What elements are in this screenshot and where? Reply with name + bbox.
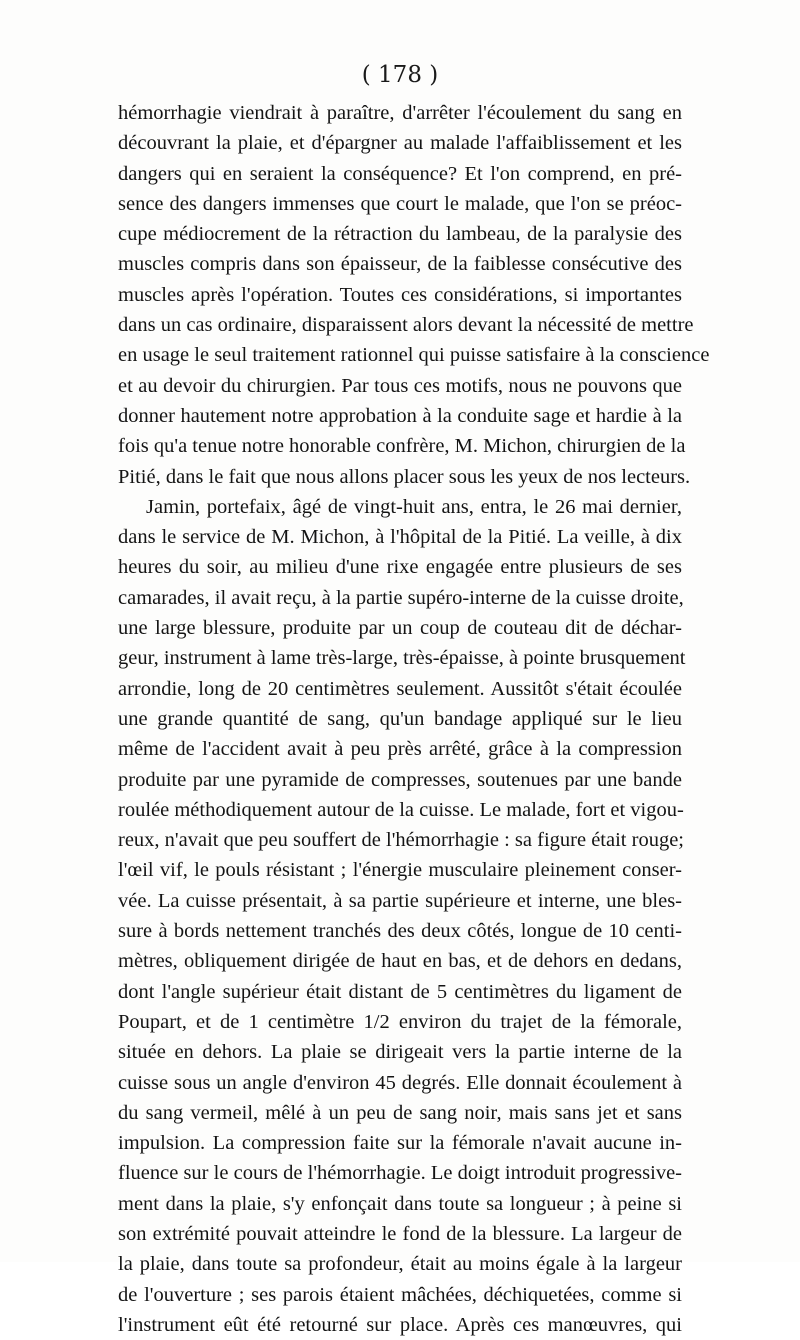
text-line: vée. La cuisse présentait, à sa partie supérieure et interne, une bles-	[118, 889, 682, 912]
text-line: sence des dangers immenses que court le malade, que l'on se préoc-	[118, 192, 682, 215]
text-line: reux, n'avait que peu souffert de l'hémorrhagie : sa figure était rouge;	[118, 829, 684, 852]
text-line: Poupart, et de 1 centimètre 1/2 environ du trajet de la fémorale,	[118, 1010, 682, 1033]
text-line: dont l'angle supérieur était distant de 5 centimètres du ligament de	[118, 980, 682, 1003]
text-line: hémorrhagie viendrait à paraître, d'arrêter l'écoulement du sang en	[118, 102, 682, 124]
text-line: fois qu'a tenue notre honorable confrère, M. Michon, chirurgien de la	[118, 435, 686, 458]
text-line: découvrant la plaie, et d'épargner au malade l'affaiblissement et les	[118, 132, 682, 155]
text-line: geur, instrument à lame très-large, très-épaisse, à pointe brusquement	[118, 647, 686, 670]
text-line: heures du soir, au milieu d'une rixe engagée entre plusieurs de ses	[118, 556, 682, 579]
paragraph-1	[118, 98, 710, 492]
text-line: donner hautement notre approbation à la conduite sage et hardie à la	[118, 404, 682, 427]
text-line: impulsion. La compression faite sur la fémorale n'avait aucune in-	[118, 1132, 682, 1155]
text-line: située en dehors. La plaie se dirigeait vers la partie interne de la	[118, 1041, 682, 1064]
text-line: dans un cas ordinaire, disparaissent alors devant la nécessité de mettre	[118, 314, 694, 337]
text-line: du sang vermeil, mêlé à un peu de sang noir, mais sans jet et sans	[118, 1101, 682, 1124]
text-line: ment dans la plaie, s'y enfonçait dans toute sa longueur ; à peine si	[118, 1192, 682, 1215]
text-line: une large blessure, produite par un coup de couteau dit de déchar-	[118, 617, 682, 640]
text-line: mètres, obliquement dirigée de haut en bas, et de dehors en dedans,	[118, 950, 682, 973]
text-line: cupe médiocrement de la rétraction du lambeau, de la paralysie des	[118, 223, 682, 246]
text-line: et au devoir du chirurgien. Par tous ces motifs, nous ne pouvons que	[118, 374, 682, 397]
text-line: dangers qui en seraient la conséquence? Et l'on comprend, en pré-	[118, 162, 682, 185]
text-line: Pitié, dans le fait que nous allons placer sous les yeux de nos lecteurs.	[118, 465, 691, 488]
text-line: fluence sur le cours de l'hémorrhagie. Le doigt introduit progressive-	[118, 1162, 682, 1185]
text-line: son extrémité pouvait atteindre le fond de la blessure. La largeur de	[118, 1222, 682, 1245]
text-line: camarades, il avait reçu, à la partie supéro-interne de la cuisse droite,	[118, 586, 684, 609]
text-line: en usage le seul traitement rationnel qui puisse satisfaire à la conscience	[118, 344, 710, 367]
text-line: produite par une pyramide de compresses, soutenues par une bande	[118, 768, 682, 791]
text-line: cuisse sous un angle d'environ 45 degrés. Elle donnait écoulement à	[118, 1071, 682, 1094]
paragraph-2	[118, 492, 686, 1340]
text-line: la plaie, dans toute sa profondeur, était au moins égale à la largeur	[118, 1253, 682, 1276]
text-line: une grande quantité de sang, qu'un bandage appliqué sur le lieu	[118, 707, 682, 730]
text-line: même de l'accident avait à peu près arrêté, grâce à la compression	[118, 738, 682, 761]
text-line: l'instrument eût été retourné sur place. Après ces manœuvres, qui	[118, 1313, 682, 1336]
text-line: roulée méthodiquement autour de la cuisse. Le malade, fort et vigou-	[118, 798, 684, 821]
text-line: arrondie, long de 20 centimètres seulement. Aussitôt s'était écoulée	[118, 677, 682, 700]
body-text	[118, 98, 710, 1340]
text-line: l'œil vif, le pouls résistant ; l'énergie musculaire pleinement conser-	[118, 859, 682, 882]
page-number: ( 178 )	[361, 62, 439, 88]
text-line: de l'ouverture ; ses parois étaient mâchées, déchiquetées, comme si	[118, 1283, 682, 1306]
text-line: sure à bords nettement tranchés des deux côtés, longue de 10 centi-	[118, 920, 682, 943]
text-line: Jamin, portefaix, âgé de vingt-huit ans, entra, le 26 mai dernier,	[146, 495, 682, 518]
text-line: muscles après l'opération. Toutes ces considérations, si importantes	[118, 283, 682, 306]
text-line: dans le service de M. Michon, à l'hôpital de la Pitié. La veille, à dix	[118, 526, 682, 549]
text-line: muscles compris dans son épaisseur, de la faiblesse consécutive des	[118, 253, 682, 276]
